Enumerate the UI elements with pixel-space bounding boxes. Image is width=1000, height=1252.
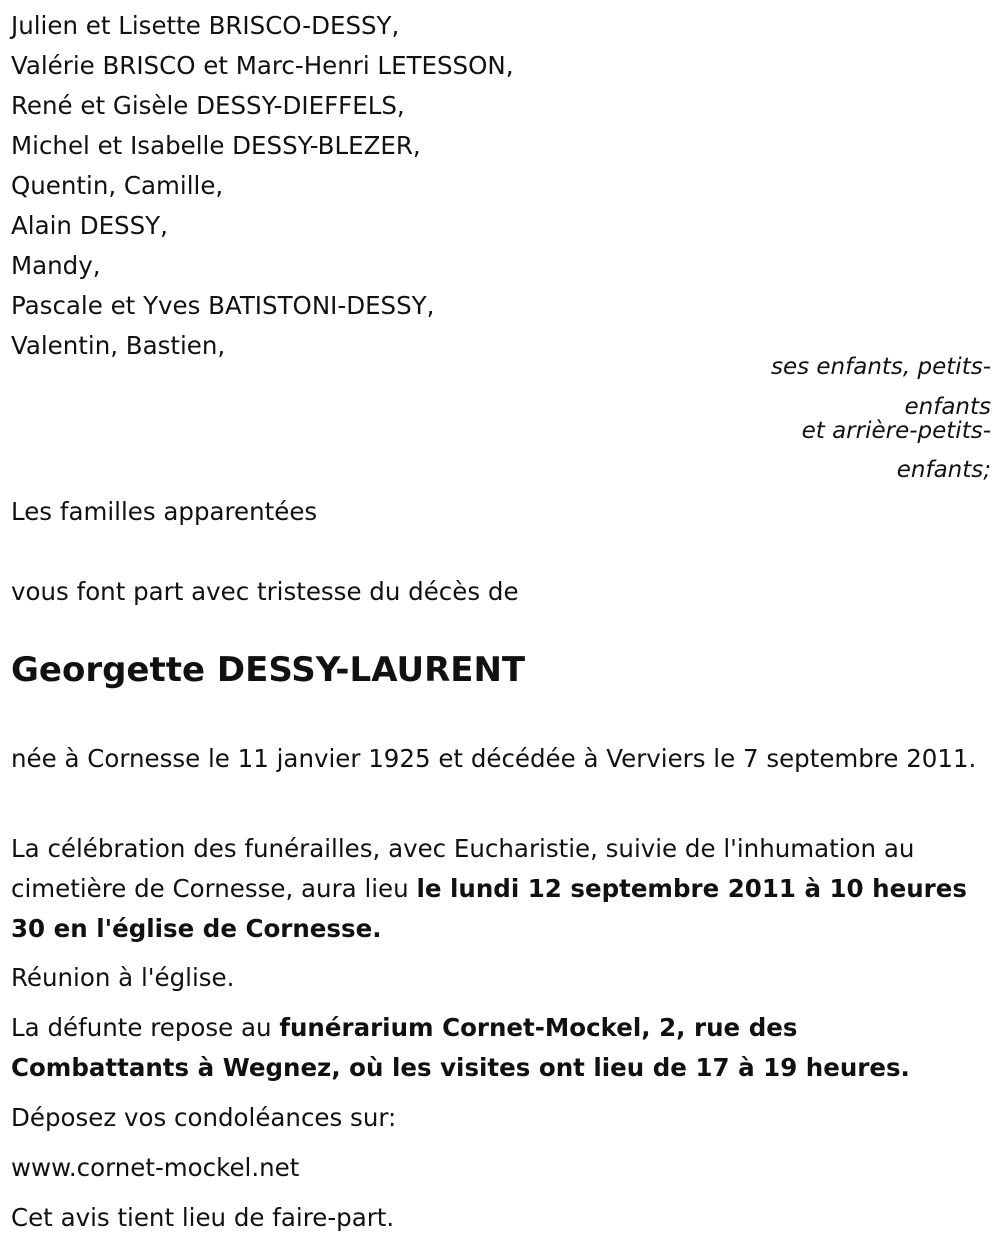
family-line: Michel et Isabelle DESSY-BLEZER,	[11, 131, 421, 160]
ceremony-paragraph	[11, 829, 986, 949]
family-line: Valentin, Bastien,	[11, 331, 226, 360]
announcement-text: vous font part avec tristesse du décès de	[11, 577, 519, 606]
family-line: Alain DESSY,	[11, 211, 168, 240]
family-line: Mandy,	[11, 251, 101, 280]
repose-details: funérarium Cornet-Mockel, 2, rue des Combattants à Wegnez, où les visites ont lieu de 17 à 19 heures.	[11, 1013, 910, 1082]
ceremony-intro: La célébration des funérailles, avec Eucharistie, suivie de l'inhumation au cimetière de Cornesse, aura lieu	[11, 834, 915, 903]
website-link[interactable]: www.cornet-mockel.net	[11, 1153, 300, 1182]
deceased-name: Georgette DESSY-LAURENT	[11, 650, 526, 690]
obituary-notice	[11, 0, 991, 366]
closing-text: Cet avis tient lieu de faire-part.	[11, 1203, 395, 1232]
family-line: Pascale et Yves BATISTONI-DESSY,	[11, 291, 435, 320]
relation-line: enfants;	[896, 457, 991, 483]
repose-paragraph	[11, 1008, 911, 1088]
relation-line: et arrière-petits-	[801, 418, 991, 444]
relation-line: enfants	[904, 394, 991, 420]
family-list	[11, 6, 991, 366]
ceremony-details: le lundi 12 septembre 2011 à 10 heures 30 en l'église de Cornesse.	[11, 874, 967, 943]
family-line: Julien et Lisette BRISCO-DESSY,	[11, 11, 400, 40]
repose-intro: La défunte repose au	[11, 1013, 280, 1042]
related-families: Les familles apparentées	[11, 497, 318, 526]
condolences-label: Déposez vos condoléances sur:	[11, 1103, 397, 1132]
birth-death-text: née à Cornesse le 11 janvier 1925 et décédée à Verviers le 7 septembre 2011.	[11, 744, 977, 773]
family-line: Valérie BRISCO et Marc-Henri LETESSON,	[11, 51, 514, 80]
family-line: Quentin, Camille,	[11, 171, 224, 200]
family-line: René et Gisèle DESSY-DIEFFELS,	[11, 91, 405, 120]
relation-line: ses enfants, petits-	[770, 354, 991, 380]
reunion-text: Réunion à l'église.	[11, 963, 235, 992]
